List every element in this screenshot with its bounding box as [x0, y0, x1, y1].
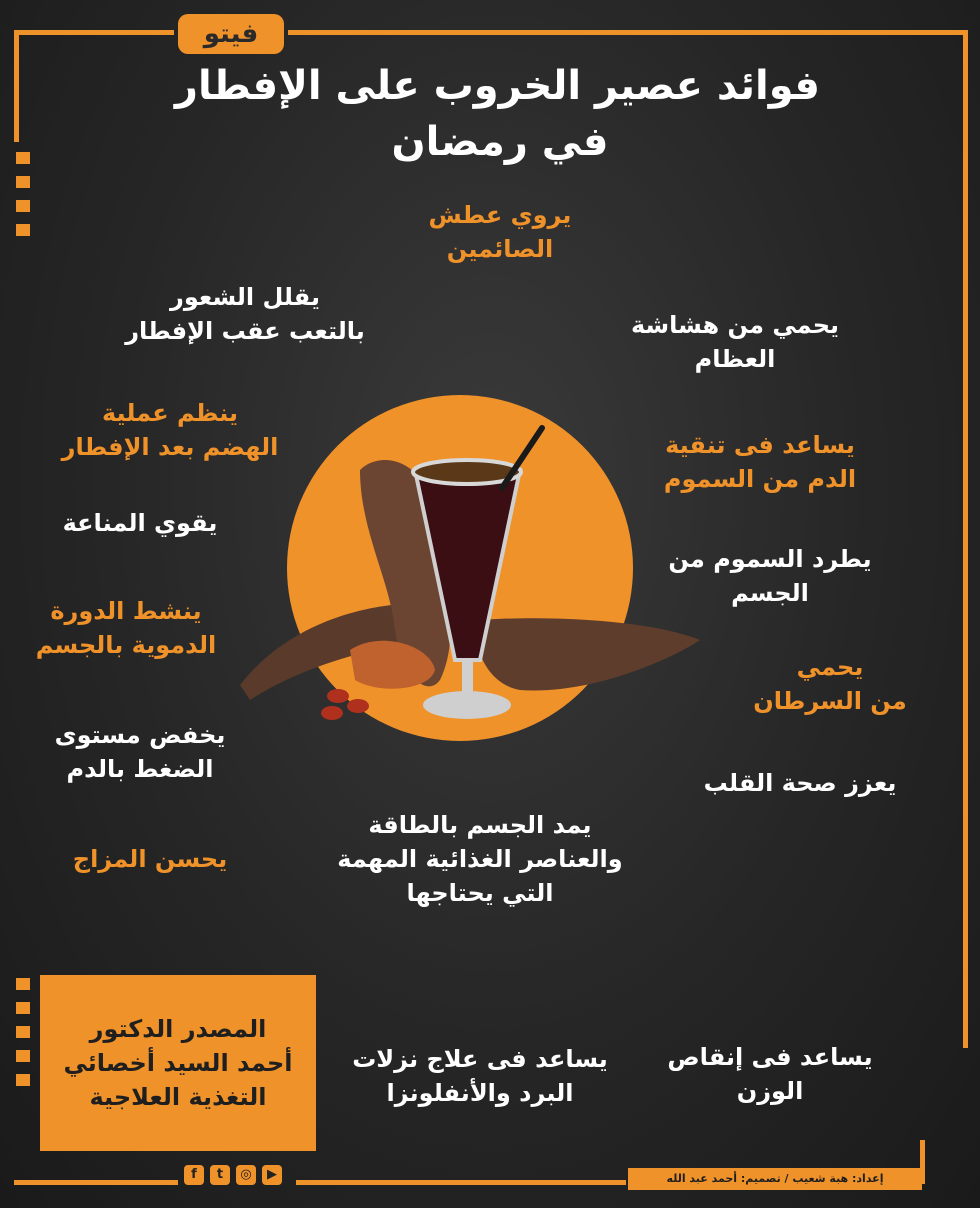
glass-straw — [502, 428, 542, 488]
page-title-line2: في رمضان — [391, 119, 609, 165]
decor-square — [16, 1074, 30, 1086]
twitter-icon[interactable]: t — [210, 1165, 230, 1185]
facebook-icon[interactable]: f — [184, 1165, 204, 1185]
benefit-energy: يمد الجسم بالطاقة والعناصر الغذائية المهمة التي يحتاجها — [337, 811, 623, 907]
frame-bottom-mid-line — [296, 1180, 626, 1185]
benefit-digestion: ينظم عملية الهضم بعد الإفطار — [61, 399, 279, 461]
youtube-icon[interactable]: ▶ — [262, 1165, 282, 1185]
page-title — [174, 58, 820, 170]
benefit-cold-flu: يساعد فى علاج نزلات البرد والأنفلونزا — [352, 1045, 608, 1107]
social-icons — [184, 1165, 282, 1185]
carob-seed — [327, 689, 349, 703]
source-line1: المصدر الدكتور — [89, 1015, 267, 1043]
benefit-heart: يعزز صحة القلب — [703, 769, 897, 797]
carob-juice-illustration — [230, 410, 710, 740]
carob-seed — [347, 699, 369, 713]
frame-top-line — [14, 30, 174, 35]
source-box — [40, 975, 316, 1151]
decor-square — [16, 1002, 30, 1014]
frame-top-line-right — [288, 30, 968, 35]
frame-bottom-left-line — [14, 1180, 178, 1185]
page-title-line1: فوائد عصير الخروب على الإفطار — [174, 63, 820, 109]
brand-logo — [178, 14, 284, 54]
benefit-blood-purify: يساعد فى تنقية الدم من السموم — [663, 431, 857, 493]
benefit-cancer: يحمي من السرطان — [753, 653, 907, 715]
decor-square — [16, 200, 30, 212]
benefit-immunity: يقوي المناعة — [62, 509, 218, 537]
carob-seed — [321, 706, 343, 720]
brand-logo-text: فيتو — [203, 19, 259, 49]
decor-square — [16, 1050, 30, 1062]
benefit-weight-loss: يساعد فى إنقاص الوزن — [667, 1043, 873, 1105]
instagram-icon[interactable]: ◎ — [236, 1165, 256, 1185]
carob-pod — [477, 618, 700, 690]
source-line3: التغذية العلاجية — [89, 1083, 267, 1111]
decor-square — [16, 224, 30, 236]
benefit-mood: يحسن المزاج — [72, 845, 228, 873]
benefit-blood-pressure: يخفض مستوى الضغط بالدم — [54, 721, 226, 783]
decor-square — [16, 1026, 30, 1038]
benefit-quench-thirst: يروي عطش الصائمين — [428, 201, 572, 263]
glass-base — [423, 691, 511, 719]
benefit-circulation: ينشط الدورة الدموية بالجسم — [35, 597, 217, 659]
decor-square — [16, 176, 30, 188]
decor-square — [16, 978, 30, 990]
credits-bar: إعداد: هبة شعيب / تصميم: أحمد عبد الله — [628, 1168, 922, 1190]
source-line2: أحمد السيد أخصائي — [63, 1049, 293, 1077]
benefit-detox: يطرد السموم من الجسم — [668, 545, 872, 607]
frame-right-line — [963, 30, 968, 1048]
frame-left-line — [14, 30, 19, 142]
decor-square — [16, 152, 30, 164]
benefit-reduce-fatigue: يقلل الشعور بالتعب عقب الإفطار — [125, 283, 365, 345]
benefit-bone-health: يحمي من هشاشة العظام — [630, 311, 840, 373]
